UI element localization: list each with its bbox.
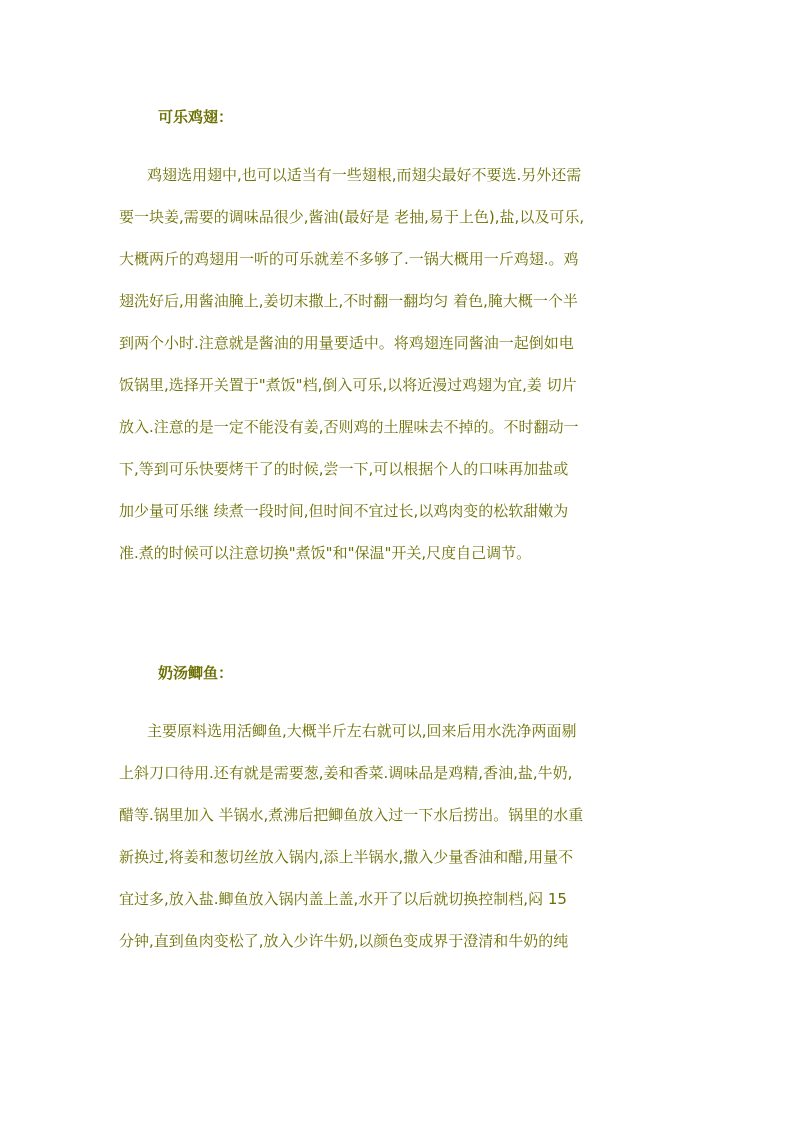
section-title-coke-chicken-wings: 可乐鸡翅： — [158, 108, 234, 126]
paragraph-line: 鸡翅选用翅中,也可以适当有一些翅根,而翅尖最好不要选.另外还需 — [147, 166, 582, 184]
paragraph-line: 上斜刀口待用.还有就是需要葱,姜和香菜.调味品是鸡精,香油,盐,牛奶, — [119, 764, 573, 782]
section-title-milk-soup-crucian-carp: 奶汤鲫鱼： — [158, 664, 234, 682]
paragraph-line: 饭锅里,选择开关置于"煮饭"档,倒入可乐,以将近漫过鸡翅为宜,姜 切片 — [119, 376, 577, 394]
paragraph-line: 新换过,将姜和葱切丝放入锅内,添上半锅水,撒入少量香油和醋,用量不 — [119, 848, 574, 866]
paragraph-line: 分钟,直到鱼肉变松了,放入少许牛奶,以颜色变成界于澄清和牛奶的纯 — [119, 932, 569, 950]
paragraph-line: 主要原料选用活鲫鱼,大概半斤左右就可以,回来后用水洗净两面剔 — [147, 722, 577, 740]
paragraph-line: 到两个小时.注意就是酱油的用量要适中。将鸡翅连同酱油一起倒如电 — [119, 334, 574, 352]
paragraph-line: 要一块姜,需要的调味品很少,酱油(最好是 老抽,易于上色),盐,以及可乐, — [119, 208, 585, 226]
paragraph-line: 下,等到可乐快要烤干了的时候,尝一下,可以根据个人的口味再加盐或 — [119, 460, 569, 478]
paragraph-line: 翅洗好后,用酱油腌上,姜切末撒上,不时翻一翻均匀 着色,腌大概一个半 — [119, 292, 578, 310]
paragraph-line: 放入.注意的是一定不能没有姜,否则鸡的土腥味去不掉的。不时翻动一 — [119, 418, 579, 436]
paragraph-line: 准.煮的时候可以注意切换"煮饭"和"保温"开关,尺度自己调节。 — [119, 544, 532, 562]
paragraph-line: 醋等.锅里加入 半锅水,煮沸后把鲫鱼放入过一下水后捞出。锅里的水重 — [119, 806, 584, 824]
paragraph-line: 宜过多,放入盐.鲫鱼放入锅内盖上盖,水开了以后就切换控制档,闷 15 — [119, 890, 567, 908]
paragraph-line: 加少量可乐继 续煮一段时间,但时间不宜过长,以鸡肉变的松软甜嫩为 — [119, 502, 569, 520]
paragraph-line: 大概两斤的鸡翅用一听的可乐就差不多够了.一锅大概用一斤鸡翅.。鸡 — [119, 250, 579, 268]
